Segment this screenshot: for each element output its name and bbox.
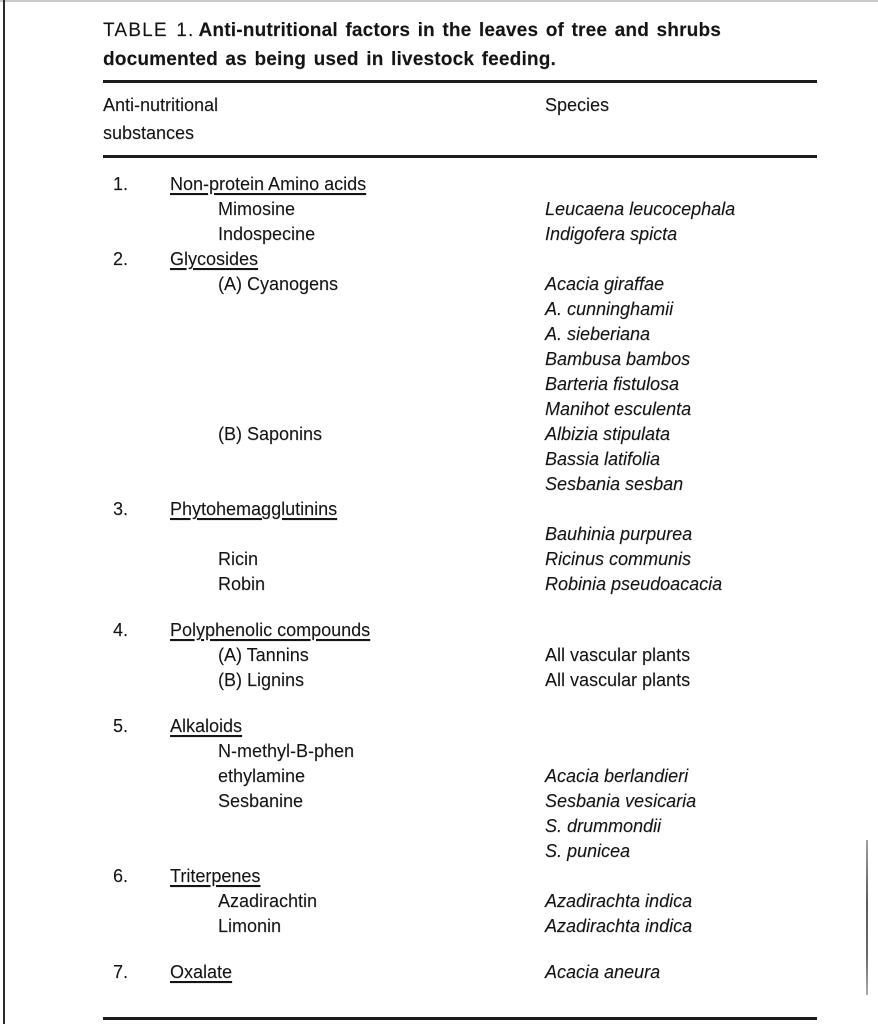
- table-row: [103, 839, 817, 864]
- table-section: [103, 618, 817, 693]
- table-body: [103, 172, 817, 985]
- table-section: [103, 864, 817, 939]
- column-header-substances: Anti-nutritional substances: [103, 95, 219, 143]
- species-cell: Robinia pseudoacacia: [545, 574, 723, 594]
- section-name: Oxalate: [170, 962, 233, 982]
- table-row: [103, 522, 817, 547]
- substance-cell: (A) Cyanogens: [218, 274, 339, 294]
- substance-cell: [170, 814, 545, 839]
- species-cell: S. punicea: [545, 841, 631, 861]
- substance-cell: Mimosine: [218, 199, 296, 219]
- substance-cell: [170, 347, 545, 372]
- species-cell: Albizia stipulata: [545, 424, 671, 444]
- header-rule: [103, 155, 817, 158]
- species-cell: [545, 172, 817, 197]
- section-number: 1.: [113, 174, 129, 194]
- table-row: [103, 297, 817, 322]
- substance-cell: Indospecine: [218, 224, 316, 244]
- species-cell: Azadirachta indica: [545, 891, 693, 911]
- table-row: [103, 643, 817, 668]
- table-row: [103, 372, 817, 397]
- substance-cell: [170, 522, 545, 547]
- table-row: [103, 739, 817, 764]
- scanned-table-page: [103, 16, 817, 1020]
- substance-cell: (B) Saponins: [218, 424, 323, 444]
- table-section: [103, 247, 817, 497]
- species-cell: Bambusa bambos: [545, 349, 691, 369]
- table-header: [103, 91, 817, 147]
- table-row: [103, 447, 817, 472]
- section-number: 3.: [113, 499, 129, 519]
- section-number: 6.: [113, 866, 129, 886]
- substance-cell: [170, 397, 545, 422]
- table-row: [103, 668, 817, 693]
- table-title-text: Anti-nutritional factors in the leaves of tree and shrubs documented as being used in livestock feeding.: [103, 20, 722, 70]
- table-row: [103, 789, 817, 814]
- table-title: [103, 16, 817, 74]
- section-header-row: [103, 172, 817, 197]
- species-cell: Bassia latifolia: [545, 449, 661, 469]
- section-number: 7.: [113, 962, 129, 982]
- scan-artifact-line: [866, 840, 868, 995]
- section-name: Alkaloids: [170, 716, 243, 736]
- substance-cell: [170, 297, 545, 322]
- section-number: 5.: [113, 716, 129, 736]
- species-cell: Sesbania vesicaria: [545, 791, 697, 811]
- species-cell: Leucaena leucocephala: [545, 199, 736, 219]
- page-left-edge: [3, 0, 5, 1024]
- section-number: 2.: [113, 249, 129, 269]
- page-top-edge: [0, 0, 878, 2]
- section-name: Triterpenes: [170, 866, 261, 886]
- section-header-row: [103, 247, 817, 272]
- table-row: [103, 272, 817, 297]
- section-name: Phytohemagglutinins: [170, 499, 338, 519]
- substance-cell: Azadirachtin: [218, 891, 318, 911]
- top-rule: [103, 80, 817, 83]
- substance-cell: [170, 322, 545, 347]
- species-cell: Bauhinia purpurea: [545, 524, 693, 544]
- substance-cell: [170, 472, 545, 497]
- section-header-row: [103, 864, 817, 889]
- substance-cell: Limonin: [218, 916, 282, 936]
- table-row: [103, 422, 817, 447]
- substance-cell: [170, 372, 545, 397]
- species-cell: Barteria fistulosa: [545, 374, 680, 394]
- table-row: [103, 197, 817, 222]
- section-number: 4.: [113, 620, 129, 640]
- table-row: [103, 914, 817, 939]
- table-row: [103, 572, 817, 597]
- table-row: [103, 222, 817, 247]
- section-header-row: [103, 714, 817, 739]
- table-title-label: TABLE 1.: [103, 20, 195, 41]
- column-header-species: Species: [545, 95, 610, 115]
- table-row: [103, 472, 817, 497]
- section-header-row: [103, 618, 817, 643]
- species-cell: Sesbania sesban: [545, 474, 684, 494]
- table-row: [103, 397, 817, 422]
- substance-cell: (A) Tannins: [218, 645, 309, 665]
- substance-cell: [170, 839, 545, 864]
- species-cell: Indigofera spicta: [545, 224, 678, 244]
- species-cell: A. cunninghamii: [545, 299, 674, 319]
- table-row: [103, 547, 817, 572]
- table-row: [103, 889, 817, 914]
- substance-cell: N-methyl-B-phen: [218, 741, 355, 761]
- substance-cell: Robin: [218, 574, 266, 594]
- section-header-row: [103, 497, 817, 522]
- species-cell: All vascular plants: [545, 645, 691, 665]
- table-section: [103, 960, 817, 985]
- bottom-rule: [103, 1017, 817, 1020]
- table-section: [103, 497, 817, 597]
- substance-cell: Sesbanine: [218, 791, 304, 811]
- species-cell: Manihot esculenta: [545, 399, 692, 419]
- species-cell: Azadirachta indica: [545, 916, 693, 936]
- species-cell: A. sieberiana: [545, 324, 651, 344]
- species-cell: Acacia berlandieri: [545, 766, 689, 786]
- table-section: [103, 172, 817, 247]
- section-name: Non-protein Amino acids: [170, 174, 367, 194]
- section-header-row: [103, 960, 817, 985]
- species-cell: All vascular plants: [545, 670, 691, 690]
- section-name: Polyphenolic compounds: [170, 620, 371, 640]
- species-cell: Acacia giraffae: [545, 274, 665, 294]
- table-row: [103, 764, 817, 789]
- table-row: [103, 322, 817, 347]
- table-row: [103, 814, 817, 839]
- species-cell: S. drummondii: [545, 816, 662, 836]
- substance-cell: [170, 447, 545, 472]
- species-cell: [545, 739, 817, 764]
- table-row: [103, 347, 817, 372]
- substance-cell: Ricin: [218, 549, 259, 569]
- section-name: Glycosides: [170, 249, 259, 269]
- substance-cell: ethylamine: [218, 766, 306, 786]
- table-section: [103, 714, 817, 864]
- species-cell: Ricinus communis: [545, 549, 692, 569]
- species-cell: Acacia aneura: [545, 962, 661, 982]
- substance-cell: (B) Lignins: [218, 670, 305, 690]
